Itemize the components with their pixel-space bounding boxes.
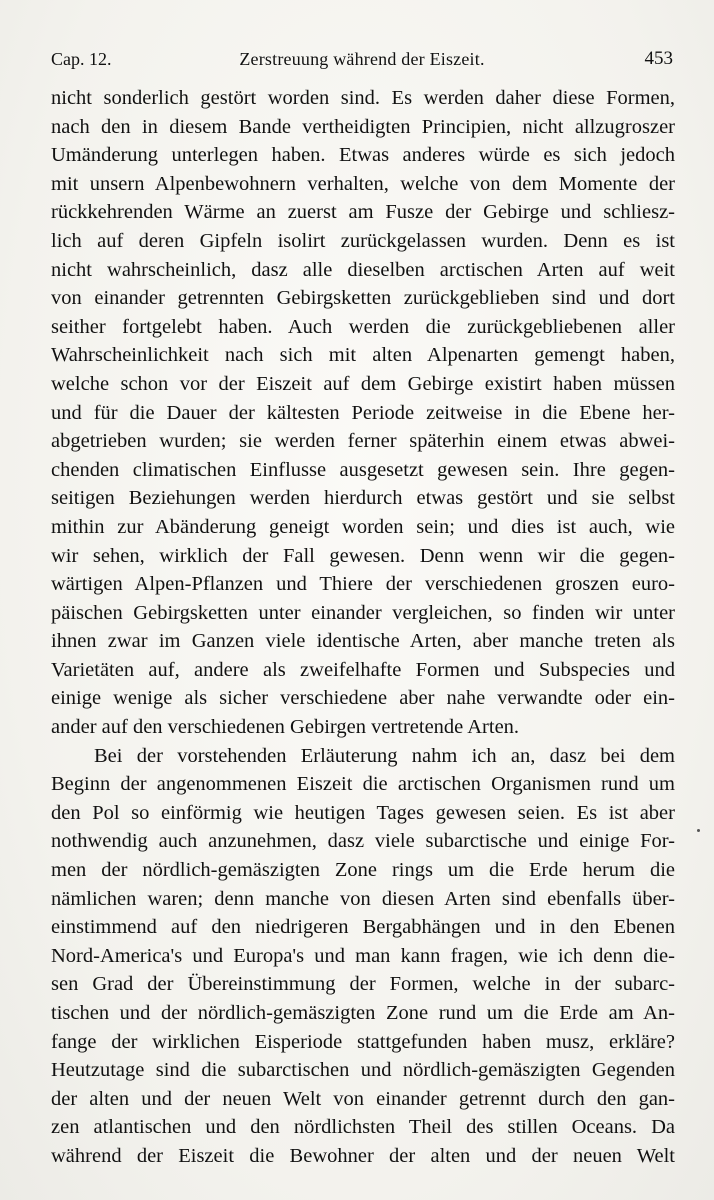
text-line: nothwendig auch anzunehmen, dasz viele subarctische und einige For- xyxy=(51,830,675,853)
text-line: Nord-America's und Europa's und man kann fragen, wie ich denn die- xyxy=(51,944,675,967)
text-line: zen atlantischen und den nördlichsten Theil des stillen Oceans. Da xyxy=(51,1116,675,1139)
text-line: welche schon vor der Eiszeit auf dem Gebirge existirt haben müssen xyxy=(51,372,675,395)
paragraph-end-line: ander auf den verschiedenen Gebirgen vertretende Arten. xyxy=(51,716,520,739)
text-line: und für die Dauer der kältesten Periode zeitweise in die Ebene her- xyxy=(51,401,675,424)
text-line: einstimmend auf den niedrigeren Bergabhängen und in den Ebenen xyxy=(51,916,675,939)
text-line: Heutzutage sind die subarctischen und nördlich-gemäszigten Gegenden xyxy=(51,1059,675,1082)
text-line: wir sehen, wirklich der Fall gewesen. Denn wenn wir die gegen- xyxy=(51,544,675,567)
running-header xyxy=(51,44,673,74)
text-line: rückkehrenden Wärme an zuerst am Fusze der Gebirge und schliesz- xyxy=(51,201,675,224)
text-line: nicht sonderlich gestört worden sind. Es werden daher diese Formen, xyxy=(51,87,675,109)
paragraph-start-line: Bei der vorstehenden Erläuterung nahm ich an, dasz bei dem xyxy=(94,744,675,767)
text-line: Umänderung unterlegen haben. Etwas anderes würde es sich jedoch xyxy=(51,144,675,167)
margin-dot xyxy=(697,829,700,832)
chapter-label: Cap. 12. xyxy=(51,49,112,69)
text-line: von einander getrennten Gebirgsketten zurückgeblieben sind und dort xyxy=(51,287,675,310)
text-line: sen Grad der Übereinstimmung der Formen, welche in der subarc- xyxy=(51,973,675,996)
text-line: nämlichen waren; denn manche von diesen Arten sind ebenfalls über- xyxy=(51,887,675,910)
text-line: Varietäten auf, andere als zweifelhafte Formen und Subspecies und xyxy=(51,658,675,681)
text-line: nicht wahrscheinlich, dasz alle dieselben arctischen Arten auf weit xyxy=(51,258,675,281)
text-line: den Pol so einförmig wie heutigen Tages gewesen seien. Es ist aber xyxy=(51,801,675,824)
text-line: der alten und der neuen Welt von einander getrennt durch den gan- xyxy=(51,1087,675,1110)
running-title: Zerstreuung während der Eiszeit. xyxy=(239,49,485,69)
text-line: mit unsern Alpenbewohnern verhalten, welche von dem Momente der xyxy=(51,172,675,195)
text-line: ihnen zwar im Ganzen viele identische Arten, aber manche treten als xyxy=(51,630,675,653)
text-line: men der nördlich-gemäszigten Zone rings um die Erde herum die xyxy=(51,859,675,882)
text-line: chenden climatischen Einflusse ausgesetzt gewesen sein. Ihre gegen- xyxy=(51,458,675,481)
text-line: tischen und der nördlich-gemäszigten Zone rund um die Erde am An- xyxy=(51,1002,675,1024)
text-line: mithin zur Abänderung geneigt worden sein; und dies ist auch, wie xyxy=(51,515,675,538)
text-line: Wahrscheinlichkeit nach sich mit alten Alpenarten gemengt haben, xyxy=(51,344,675,367)
text-line: fange der wirklichen Eisperiode stattgefunden haben musz, erkläre? xyxy=(51,1030,675,1053)
text-line: seitigen Beziehungen werden hierdurch etwas gestört und sie selbst xyxy=(51,487,675,510)
text-line: einige wenige als sicher verschiedene aber nahe verwandte oder ein- xyxy=(51,687,675,710)
text-line: wärtigen Alpen-Pflanzen und Thiere der verschiedenen groszen euro- xyxy=(51,573,675,596)
text-line: seither fortgelebt haben. Auch werden die zurückgebliebenen aller xyxy=(51,315,675,338)
body-text xyxy=(51,84,675,1171)
page-number: 453 xyxy=(644,48,673,69)
text-line: lich auf deren Gipfeln isolirt zurückgelassen wurden. Denn es ist xyxy=(51,229,675,252)
text-line: abgetrieben wurden; sie werden ferner späterhin einem etwas abwei- xyxy=(51,430,675,453)
text-line: nach den in diesem Bande vertheidigten Principien, nicht allzugroszer xyxy=(51,115,675,138)
text-line: päischen Gebirgsketten unter einander vergleichen, so finden wir unter xyxy=(51,601,675,624)
text-line: während der Eiszeit die Bewohner der alten und der neuen Welt xyxy=(51,1144,675,1167)
text-line: Beginn der angenommenen Eiszeit die arctischen Organismen rund um xyxy=(51,773,675,796)
